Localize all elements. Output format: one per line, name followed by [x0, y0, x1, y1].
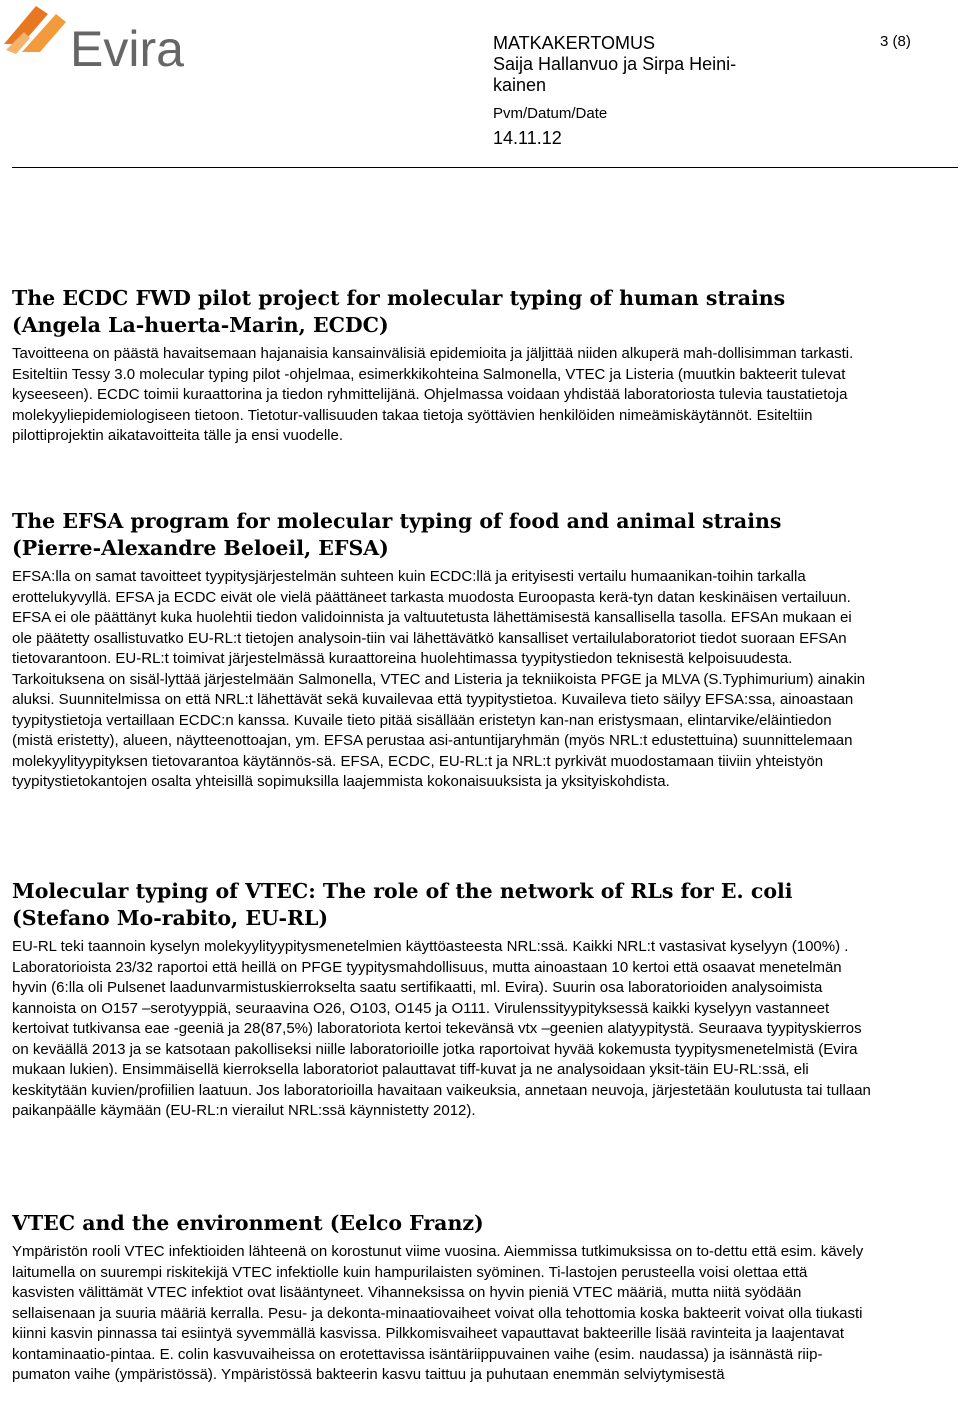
section-heading: The ECDC FWD pilot project for molecular typing of human strains (Angela La-huerta-Marin, ECDC): [12, 286, 786, 337]
section-vtec-typing: [12, 878, 872, 1122]
document-header: [493, 33, 793, 149]
section-body: Ympäristön rooli VTEC infektioiden lähteenä on korostunut viime vuosina. Aiemmissa tutkimuksissa on to-dettu että esim. kävely laitumella on suurempi riskitekijä VTEC infektiolle kuin hampurilaisten syöminen. Ti-lastojen perusteella voisi olettaa että kasvisten välittämät VTEC infektiot ovat lisääntyneet. Vihanneksissa on hyvin pieniä VTEC määriä, mutta niitä syödään sellaisenaan ja suuria määriä kerralla. Pesu- ja dekonta-minaatiovaiheet voivat olla tehottomia koska bakteerit voivat olla tiukasti kiinni kasvin pinnassa tai esiintyä syvemmällä kasvissa. Pilkkomisvaiheet vapauttavat bakteerille lisää ravinteita ja laajentavat kontaminaatio-pintaa. E. colin kasvuvaiheissa on erotettavissa isäntäriippuvainen vaihe (esim. naudassa) ja isännästä riip-pumaton vaihe (ympäristössä). Ympäristössä bakteerin kasvu taittuu ja puhutaan enemmän selviytymisestä: [12, 1243, 864, 1383]
section-vtec-environment: [12, 1210, 872, 1386]
date-label: Pvm/Datum/Date: [493, 105, 608, 122]
section-efsa-program: [12, 508, 872, 793]
evira-logo: [0, 0, 230, 80]
logo-text: Evira: [70, 21, 184, 77]
section-body: EU-RL teki taannoin kyselyn molekyylityypitysmenetelmien käyttöasteesta NRL:ssä. Kaikki NRL:t vastasivat kyselyyn (100%) . Laboratorioista 23/32 raportoi että heillä on PFGE tyypitysmahdollisuus, mutta ainoastaan 10 kertoi että osaavat menetelmän hyvin (6:lla oli Pulsenet laadunvarmistuskierrokselta saatu sertifikaatti, ml. Evira). Suurin osa laboratorioiden analysoimista kannoista on O157 –serotyyppiä, seuraavina O26, O103, O145 ja O111. Virulenssityypityksessä kaikki kyselyyn vastanneet kertoivat tutkivansa eae -geeniä ja 28(87,5%) laboratoriota kertoi tekevänsä vtx –geenien alatyypitystä. Seuraava tyypityskierros on keväällä 2013 ja se katsotaan pakolliseksi niille laboratorioille jotka raportoivat hyvää kokemusta tyypitysmenetelmistä (Evira mukaan lukien). Ensimmäisellä kierroksella laboratoriot palauttavat tiff-kuvat ja ne analysoidaan yksit-täin EU-RL:ssä, eli keskitytään kuvien/profiilien laatuun. Jos laboratorioilla havaitaan vaikeuksia, annetaan neuvoja, järjestetään koulutusta tai tullaan paikanpäälle käymään (EU-RL:n vierailut NRL:ssä käynnistetty 2012).: [12, 938, 871, 1119]
header-divider: [12, 167, 958, 168]
section-ecdc-pilot: [12, 285, 872, 447]
section-heading: VTEC and the environment (Eelco Franz): [12, 1211, 484, 1235]
section-heading: The EFSA program for molecular typing of food and animal strains (Pierre-Alexandre Beloeil, EFSA): [12, 509, 782, 560]
document-authors: Saija Hallanvuo ja Sirpa Heini-kainen: [493, 54, 737, 95]
document-date: 14.11.12: [493, 128, 562, 148]
page-number: 3 (8): [880, 33, 911, 50]
report-body: [12, 280, 872, 1383]
section-body: EFSA:lla on samat tavoitteet tyypitysjärjestelmän suhteen kuin ECDC:llä ja erityisesti vertailu humaanikan-toihin tarkalla erottelukyvyllä. EFSA ja ECDC eivät ole vielä päättäneet tarkasta muodosta Euroopasta kerä-tyn datan keskinäisen vertailuun. EFSA ei ole päättänyt kuka huolehtii tiedon validoinnista ja valtuutetusta lähettämisestä kansallisella tasolla. EFSAn mukaan ei ole päätetty osallistuvatko EU-RL:t tietojen analysoin-tiin vai lähettävätkö kansalliset vertailulaboratoriot tiedot suoraan EFSAn tietovarantoon. EU-RL:t toimivat järjestelmässä kuraattoreina huolehtimassa tyypitystiedon teknisestä kelpoisuudesta. Tarkoituksena on sisäl-lyttää järjestelmään Salmonella, VTEC and Listeria ja tekniikoista PFGE ja MLVA (S.Typhimurium) ainakin aluksi. Suunnitelmissa on että NRL:t lähettävät sekä kuvailevaa että tyypitystietoa. Kuvaileva tieto säilyy EFSA:ssa, ainoastaan tyypitystietoja vertaillaan ECDC:n kanssa. Kuvaile tieto pitää sisällään eristetyn kan-nan eristysmaan, elintarvike/eläintiedon (mistä eristetty), alueen, näytteenottoajan, ym. EFSA perustaa asi-antuntijaryhmän (myös NRL:t edustettuina) suunnittelemaan molekyylityypityksen tietovarantoa käytännös-sä. EFSA, ECDC, EU-RL:t ja NRL:t pyrkivät muodostamaan tiiviin yhteistyön tyypitystietokantojen osalta yhteisillä sopimuksilla laajemmista kokonaisuuksista ja yksityiskohdista.: [12, 568, 866, 790]
section-heading: Molecular typing of VTEC: The role of the network of RLs for E. coli (Stefano Mo-rabito, EU-RL): [12, 879, 793, 930]
document-title: MATKAKERTOMUS: [493, 33, 656, 53]
section-body: Tavoitteena on päästä havaitsemaan hajanaisia kansainvälisiä epidemioita ja jäljittää niiden alkuperä mah-dollisimman tarkasti. Esiteltiin Tessy 3.0 molecular typing pilot -ohjelmaa, esimerkkikohteina Salmonella, VTEC ja Listeria (muutkin bakteerit tulevat kyseeseen). ECDC toimii kuraattorina ja tiedon ryhmittelijänä. Ohjelmassa voidaan yhdistää laboratoriosta tulevia taustatietoja molekyyliepidemiologiseen tietoon. Tietotur-vallisuuden takaa tietoja syöttävien henkilöiden nimeämiskäytännöt. Esiteltiin pilottiprojektin aikatavoitteita tälle ja ensi vuodelle.: [12, 345, 854, 444]
